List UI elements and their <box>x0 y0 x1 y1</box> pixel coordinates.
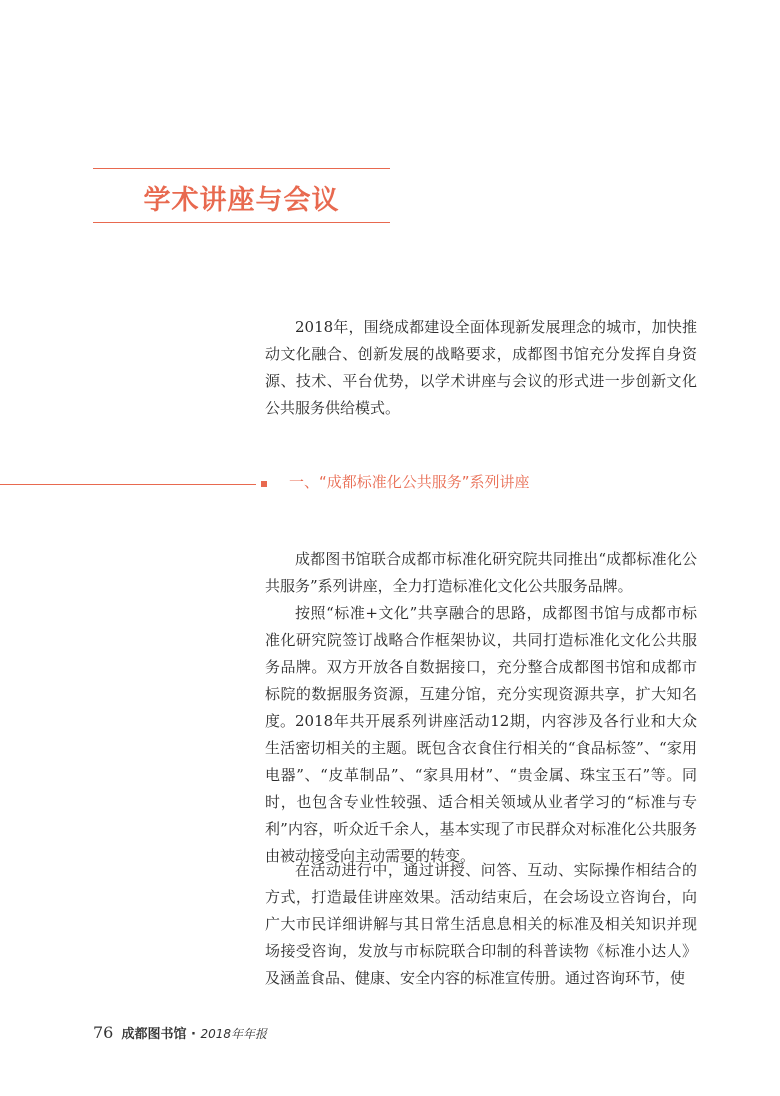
section-marker <box>261 481 267 487</box>
title-bottom-rule <box>93 222 390 223</box>
body-paragraph-1: 成都图书馆联合成都市标准化研究院共同推出“成都标准化公共服务”系列讲座，全力打造标准化文化公共服务品牌。 <box>265 550 697 595</box>
intro-paragraph: 2018年，围绕成都建设全面体现新发展理念的城市，加快推动文化融合、创新发展的战略要求，成都图书馆充分发挥自身资源、技术、平台优势，以学术讲座与会议的形式进一步创新文化公共服务供给模式。 <box>265 318 697 417</box>
chapter-title: 学术讲座与会议 <box>143 185 340 216</box>
body-paragraph-2: 按照“标准+文化”共享融合的思路，成都图书馆与成都市标准化研究院签订战略合作框架协议，共同打造标准化文化公共服务品牌。双方开放各自数据接口，充分整合成都图书馆和成都市标院的数据服务资源，互建分馆，充分实现资源共享，扩大知名度。 <box>265 604 697 730</box>
section-rule <box>0 484 256 485</box>
publication-name: 成都图书馆 · <box>121 1027 201 1042</box>
page-number: 76 <box>93 1023 114 1042</box>
section-title: 一、“成都标准化公共服务”系列讲座 <box>289 473 530 491</box>
body-paragraph-4: 在活动进行中，通过讲授、问答、互动、实际操作相结合的方式，打造最佳讲座效果。活动结束后，在会场设立咨询台，向广大市民详细讲解与其日常生活息息相关的标准及相关知识并现场接受咨询，发放与市标院联合印制的科普读物《标准小达人》及涵盖食品、健康、安全内容的标准宣传册。通过咨询环节，使 <box>265 861 697 987</box>
report-name: 2018年年报 <box>200 1027 268 1041</box>
page-footer <box>93 1023 267 1042</box>
title-top-rule <box>93 168 390 169</box>
body-paragraph-3: 2018年共开展系列讲座活动12期，内容涉及各行业和大众生活密切相关的主题。既包含衣食住行相关的“食品标签”、“家用电器”、“皮革制品”、“家具用材”、“贵金属、珠宝玉石”等。同时，也包含专业性较强、适合相关领域从业者学习的“标准与专利”内容，听众近千余人，基本实现了市民群众对标准化公共服务由被动接受向主动需要的转变。 <box>265 712 697 865</box>
